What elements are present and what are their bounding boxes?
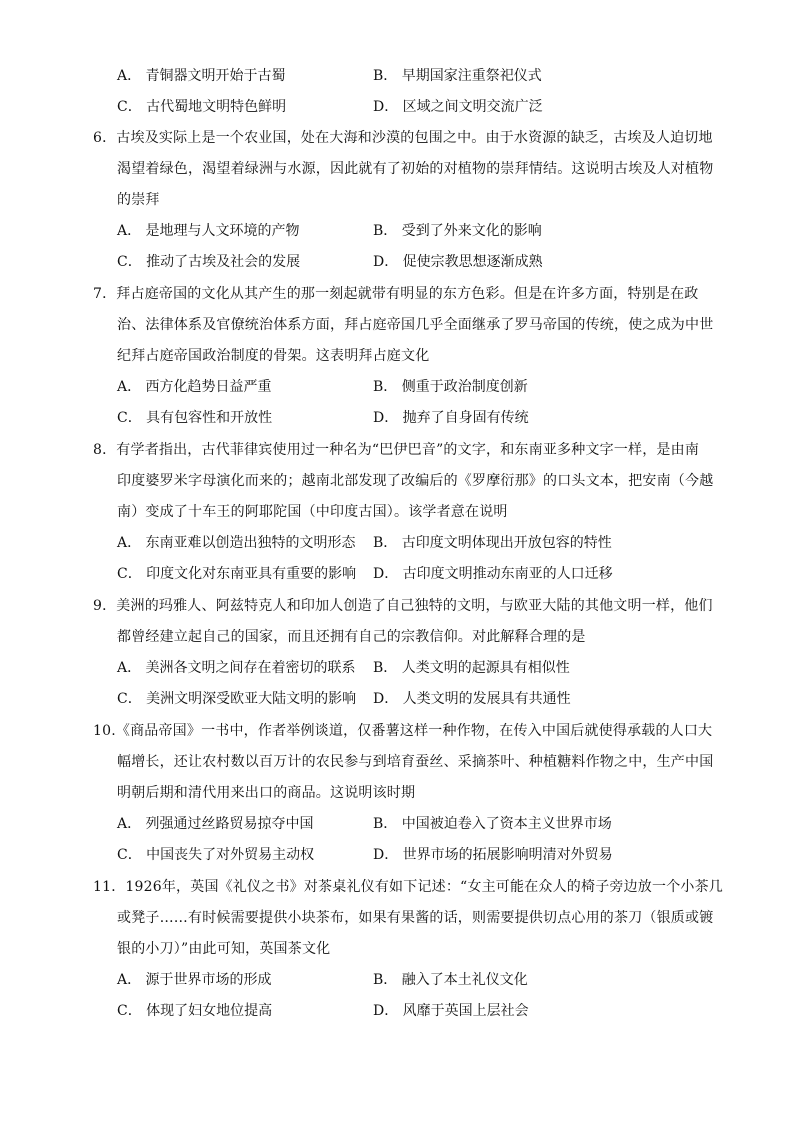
q6-option-c: C． 推动了古埃及社会的发展 <box>117 254 301 270</box>
q9-option-b: B． 人类文明的起源具有相似性 <box>373 660 570 676</box>
q8-stem-line-2: 印度婆罗米字母演化而来的；越南北部发现了改编后的《罗摩衍那》的口头文本，把安南（今越 <box>117 473 714 489</box>
q8-stem-line-1: 8．有学者指出，古代菲律宾使用过一种名为“巴伊巴音”的文字，和东南亚多种文字一样，是由南 <box>93 442 700 458</box>
q5-options-row-2 <box>117 96 717 118</box>
q9-stem-line-2: 都曾经建立起自己的国家，而且还拥有自己的宗教信仰。对此解释合理的是 <box>117 629 586 645</box>
q9-options-row-1 <box>117 657 717 679</box>
q8-options-row-1 <box>117 532 717 554</box>
q10-stem-line-3: 明朝后期和清代用来出口的商品。这说明该时期 <box>117 785 416 801</box>
q7-option-d: D． 抛弃了自身固有传统 <box>373 410 529 426</box>
q11-stem-line-2: 或凳子……有时候需要提供小块茶布，如果有果酱的话，则需要提供切点心用的茶刀（银质或镀 <box>117 910 714 926</box>
q6-options-row-2 <box>117 251 717 273</box>
q11-option-b: B． 融入了本土礼仪文化 <box>373 972 528 988</box>
q5-option-b: B． 早期国家注重祭祀仪式 <box>373 68 542 84</box>
q8-stem-line-3: 南）变成了十车王的阿耶陀国（中印度古国）。该学者意在说明 <box>117 504 508 520</box>
q10-option-b: B． 中国被迫卷入了资本主义世界市场 <box>373 816 612 832</box>
q8-option-d: D． 古印度文明推动东南亚的人口迁移 <box>373 566 613 582</box>
q11-options-row-2 <box>117 1000 717 1022</box>
q10-options-row-1 <box>117 813 717 835</box>
q6-option-d: D． 促使宗教思想逐渐成熟 <box>373 254 543 270</box>
q11-option-a: A． 源于世界市场的形成 <box>117 972 272 988</box>
q9-options-row-2 <box>117 688 717 710</box>
q11-options-row-1 <box>117 969 717 991</box>
q8-options-row-2 <box>117 563 717 585</box>
q11-stem-line-3: 银的小刀）”由此可知，英国茶文化 <box>117 941 331 957</box>
q7-options-row-2 <box>117 407 717 429</box>
q10-option-a: A． 列强通过丝路贸易掠夺中国 <box>117 816 314 832</box>
q10-option-d: D． 世界市场的拓展影响明清对外贸易 <box>373 847 613 863</box>
q6-options-row-1 <box>117 220 717 242</box>
q10-options-row-2 <box>117 844 717 866</box>
q5-options-row-1 <box>117 65 717 87</box>
q5-option-d: D． 区域之间文明交流广泛 <box>373 99 543 115</box>
q10-stem-line-1: 10.《商品帝国》一书中，作者举例谈道，仅番薯这样一种作物，在传入中国后就使得承载的人口大 <box>93 723 713 739</box>
q8-option-c: C． 印度文化对东南亚具有重要的影响 <box>117 566 357 582</box>
q6-stem-line-1: 6．古埃及实际上是一个农业国，处在大海和沙漠的包围之中。由于水资源的缺乏，古埃及人迫切地 <box>93 130 713 146</box>
q11-option-c: C． 体现了妇女地位提高 <box>117 1003 273 1019</box>
q11-option-d: D． 风靡于英国上层社会 <box>373 1003 529 1019</box>
q6-stem-line-3: 的崇拜 <box>117 192 160 208</box>
q9-option-c: C． 美洲文明深受欧亚大陆文明的影响 <box>117 691 357 707</box>
q7-stem-line-2: 治、法律体系及官僚统治体系方面，拜占庭帝国几乎全面继承了罗马帝国的传统，使之成为中世 <box>117 317 714 333</box>
q10-stem-line-2: 幅增长，还让农村数以百万计的农民参与到培育蚕丝、采摘茶叶、种植糖料作物之中，生产中国 <box>117 754 714 770</box>
q7-stem-line-1: 7．拜占庭帝国的文化从其产生的那一刻起就带有明显的东方色彩。但是在许多方面，特别是在政 <box>93 286 699 302</box>
q8-option-a: A． 东南亚难以创造出独特的文明形态 <box>117 535 356 551</box>
q11-stem-line-1: 11．1926年，英国《礼仪之书》对茶桌礼仪有如下记述：“女主可能在众人的椅子旁边放一个小茶几 <box>93 879 723 895</box>
q6-option-b: B． 受到了外来文化的影响 <box>373 223 542 239</box>
q7-option-b: B． 侧重于政治制度创新 <box>373 379 528 395</box>
q7-stem-line-3: 纪拜占庭帝国政治制度的骨架。这表明拜占庭文化 <box>117 348 430 364</box>
q5-option-c: C． 古代蜀地文明特色鲜明 <box>117 99 287 115</box>
q8-option-b: B． 古印度文明体现出开放包容的特性 <box>373 535 612 551</box>
q9-option-a: A． 美洲各文明之间存在着密切的联系 <box>117 660 356 676</box>
q7-option-c: C． 具有包容性和开放性 <box>117 410 273 426</box>
q6-option-a: A． 是地理与人文环境的产物 <box>117 223 300 239</box>
q6-stem-line-2: 渴望着绿色，渴望着绿洲与水源，因此就有了初始的对植物的崇拜情结。这说明古埃及人对植物 <box>117 161 714 177</box>
q7-option-a: A． 西方化趋势日益严重 <box>117 379 272 395</box>
q5-option-a: A． 青铜器文明开始于古蜀 <box>117 68 286 84</box>
q9-stem-line-1: 9．美洲的玛雅人、阿兹特克人和印加人创造了自己独特的文明，与欧亚大陆的其他文明一样，他们 <box>93 598 713 614</box>
q10-option-c: C． 中国丧失了对外贸易主动权 <box>117 847 315 863</box>
q9-option-d: D． 人类文明的发展具有共通性 <box>373 691 571 707</box>
q7-options-row-1 <box>117 376 717 398</box>
